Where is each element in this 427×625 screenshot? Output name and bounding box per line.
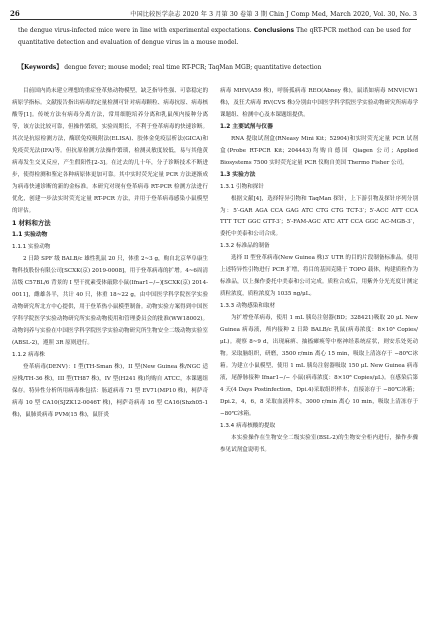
abstract-tail (18, 25, 411, 48)
virus-paragraph-continued: 病毒 MHV(A59 株)，呼肠孤病毒 REO(Abney 株)，鼠诺如病毒 MNV(CW1 株)，及狂犬病毒 RV(CVS 株)分别由中国医学科学院医学实验动物研究所病毒学课题组、检测中心及本课题组提供。 (220, 88, 418, 118)
intro-paragraph: 目前国内尚未建立理想的重症登革热动物模型，缺乏指导性强、可靠稳定的病原学指标。文献报告指出病毒的定量检测可针对病毒颗粒、病毒抗原、病毒核酸等[1]。传统方法有病毒分离方法，常用细胞培养分离和乳鼠颅内接种分离等，该方法比较可靠，但操作繁琐，实验周期长，不利于登革病毒的快速诊断。其次是抗原检测方法，酶联免疫吸附法(ELISA)、胶体金免疫层析法(GICA)和免疫荧光法(IFA)等。但抗原检测方法操作繁琐，检测灵敏度较低，易与其他黄病毒发生交叉反应，产生假阳性[2-3]。在过去的几十年，分子诊断技术不断进步，使得检测和鉴定各种病原体更加可靠。其中实时荧光定量 PCR 方法逐渐成为病毒快速诊断的新的金标准。本研究对现有登革病毒 RT-PCR 检测方法进行优化，创建一步法实时荧光定量 RT-PCR 方法，并用于登革病毒感染小鼠模型的评估。 (12, 88, 208, 214)
virus-paragraph: 登革病毒(DENV)：I 型(TH-Sman 株)，II 型(New Guinea 株/NGC 适应株/TH-36 株)，III 型(TH87 株)，IV 型(H241 株)均购自 ATCC，本课题组保存。特异性分析所用病毒株包括：肠道病毒 71 型 EV71(MP10 株)，柯萨奇病毒 10 型 CA10(SJZK12-0046T 株)，柯萨奇病毒 16 型 CA16(Shzh05-1 株)，鼠肺炎病毒 PVM(15 株)，鼠肝炎 (12, 363, 208, 418)
subsubsection-heading-infection: 1.3.3 动物感染和取材 (220, 303, 276, 310)
conclusions-label: Conclusions (253, 27, 295, 34)
infection-paragraph: 为扩增登革病毒，使用 1 mL 胰岛注射器(BD；328421)吸取 20 μL New Guinea 病毒液，颅内接种 2 日龄 BALB/c 乳鼠(病毒浓度：8×10⁵ Copies/μL)。观察 8~9 d，出现麻痹、抽搐瘫痪等中枢神经系统症状，则安乐处死动物。采取脑组织，研磨，3500 r/min 离心 15 min，吸取上清冻存于 −80℃冰箱。为建立小鼠模型，使用 1 mL 胰岛注射器吸取 150 μL New Guinea 病毒液，尾静脉接种 Ifnar1−/− 小鼠(病毒浓度：8×10⁸ Copies/μL)。在感染后第 4 天(4 Days Postinfection，Dpi.4)采取组织样本，直接冻存于 −80℃冰箱；Dpi.2，4，6，8 采取血液样本，3000 r/min 离心 10 min，吸取上清冻存于 −80℃冰箱。 (220, 315, 418, 417)
standard-paragraph: 选择 II 型登革病毒(New Guinea 株)3′ UTR 的目的片段制备标准品。使用上述特异性引物进行 PCR 扩增，将目的基因克隆于 TOPO 载体，构建质粒作为标准品，以上操作委托中美泰和公司完成。质粒合成后，用紫外分光光度计测定质粒浓度，质粒浓度为 1035 ng/μL。 (220, 255, 418, 298)
section-heading-materials: 1 材料和方法 (12, 219, 51, 228)
running-header (10, 6, 417, 20)
abstract-text-2: The qRT-PCR method can be used for quantitative detection and evaluation of dengue virus in a mouse model. (18, 27, 411, 46)
left-column (12, 86, 208, 422)
subsubsection-heading-standard: 1.3.2 标准品的制备 (220, 243, 270, 250)
reagents-paragraph: RNA 提取试剂盒(RNeasy Mini Kit；52904)和实时荧光定量 PCR 试剂盒(Probe RT-PCR Kit；204443)均购自德国 Qiagen 公司；Applied Biosystems 7500 实时荧光定量 PCR 仪购自美国 Thermo Fisher 公司。 (220, 135, 418, 166)
keywords (18, 62, 411, 73)
subsection-heading-reagents: 1.2 主要试剂与仪器 (220, 123, 273, 130)
abstract-text-1: the dengue virus-infected mice were in line with experimental expectations. (18, 27, 252, 34)
animals-paragraph: 2 日龄 SPF 级 BALB/c 雄性乳鼠 20 只，体重 2~3 g，购自北京华阜康生物科技股份有限公司[SCXK(京) 2019-0008]，用于登革病毒的扩增。4~6周清洁级 C57BL/6 背景的 I 型干扰素受体敲除小鼠(Ifnar1−/−)[SCXK(京) 2014-0011]，雌雄各半，共计 40 只，体重 18~22 g，由中国医学科学院医学实验动物研究所北方中心提供，用于登革热小鼠模型制备。动物实验方案得到中国医学科学院医学实验动物研究所实验动物使用和管理委员会的批准(WW18002)。动物饲养与实验在中国医学科学院医学实验动物研究所生物安全二级动物实验室(ABSL-2)，遵照 3R 原则进行。 (12, 256, 208, 347)
rna-paragraph: 本实验操作在生物安全二级实验室(BSL-2)的生物安全柜内进行，操作步骤参见试剂盒说明书。 (220, 434, 418, 453)
page-number: 26 (10, 8, 20, 18)
subsubsection-heading-virus: 1.1.2 病毒株 (12, 351, 45, 358)
journal-citation: 中国比较医学杂志 2020 年 3 月第 30 卷第 3 期 Chin J Comp Med, March 2020, Vol. 30, No. 3 (130, 10, 417, 18)
subsubsection-heading-animal-source: 1.1.1 实验动物 (12, 244, 51, 251)
subsubsection-heading-rna: 1.3.4 病毒核酸的提取 (220, 422, 276, 429)
primers-paragraph: 根据文献[4]，选择特异引物和 TaqMan 探针，上下游引物及探针序列分别为：5′-GAR AGA CCA GAG ATC CTG CTG TCT-3′；5′-ACC ATT CCA TTT TCT GGC GTT-3′；5′-FAM-AGC ATC ATT CCA GGC AC-MGB-3′，委托中美泰和公司合成。 (220, 195, 418, 238)
subsection-heading-methods: 1.3 实验方法 (220, 171, 256, 178)
keywords-text: dengue fever; mouse model; real time RT-PCR; TaqMan MGB; quantitative detection (64, 64, 322, 71)
subsubsection-heading-primers: 1.3.1 引物和探针 (220, 183, 264, 190)
right-column (220, 86, 418, 457)
keywords-label: 【Keywords】 (18, 64, 63, 71)
subsection-heading-animals: 1.1 实验动物 (12, 232, 48, 239)
header-rule (10, 19, 417, 20)
